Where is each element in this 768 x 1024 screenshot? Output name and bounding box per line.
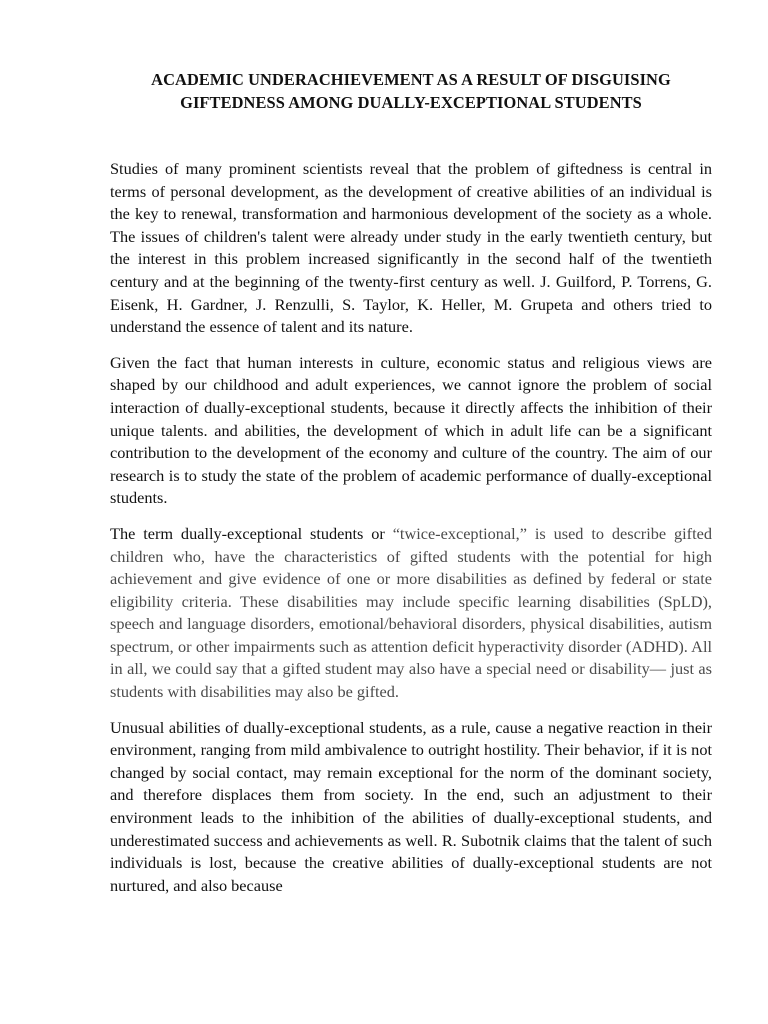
title-line-2: GIFTEDNESS AMONG DUALLY-EXCEPTIONAL STUDENTS bbox=[180, 93, 642, 112]
paragraph-4: Unusual abilities of dually-exceptional students, as a rule, cause a negative reaction in their environment, ranging from mild ambivalence to outright hostility. Their behavior, if it is not changed by social contact, may remain exceptional for the norm of the dominant society, and therefore displaces them from society. In the end, such an adjustment to their environment leads to the inhibition of the abilities of dually-exceptional students, and underestimated success and achievements as well. R. Subotnik claims that the talent of such individuals is lost, because the creative abilities of dually-exceptional students are not nurtured, and also because bbox=[110, 717, 712, 895]
paragraph-3-rest: “twice-exceptional,” is used to describe gifted children who, have the characteristics of gifted students with the potential for high achievement and give evidence of one or more disabilities as defined by federal or state eligibility criteria. These disabilities may include specific learning disabilities (SpLD), speech and language disorders, emotional/behavioral disorders, physical disabilities, autism spectrum, or other impairments such as attention deficit hyperactivity disorder (ADHD). All in all, we could say that a gifted student may also have a special need or disability— just as students with disabilities may also be gifted. bbox=[110, 523, 712, 702]
document-title bbox=[110, 68, 712, 114]
paragraph-1: Studies of many prominent scientists reveal that the problem of giftedness is central in terms of personal development, as the development of creative abilities of an individual is the key to renewal, transformation and harmonious development of the society as a whole. The issues of children's talent were already under study in the early twentieth century, but the interest in this problem increased significantly in the second half of the twentieth century and at the beginning of the twenty-first century as well. J. Guilford, P. Torrens, G. Eisenk, H. Gardner, J. Renzulli, S. Taylor, K. Heller, M. Grupeta and others tried to understand the essence of talent and its nature. bbox=[110, 159, 712, 337]
paragraph-3-lead: The term dually-exceptional students or bbox=[110, 523, 393, 543]
paragraph-2: Given the fact that human interests in culture, economic status and religious views are shaped by our childhood and adult experiences, we cannot ignore the problem of social interaction of dually-exceptional students, because it directly affects the inhibition of their unique talents. and abilities, the development of which in adult life can be a significant contribution to the development of the economy and culture of the country. The aim of our research is to study the state of the problem of academic performance of dually-exceptional students. bbox=[110, 352, 712, 508]
paragraph-3 bbox=[110, 523, 712, 704]
title-line-1: ACADEMIC UNDERACHIEVEMENT AS A RESULT OF DISGUISING bbox=[151, 70, 671, 89]
